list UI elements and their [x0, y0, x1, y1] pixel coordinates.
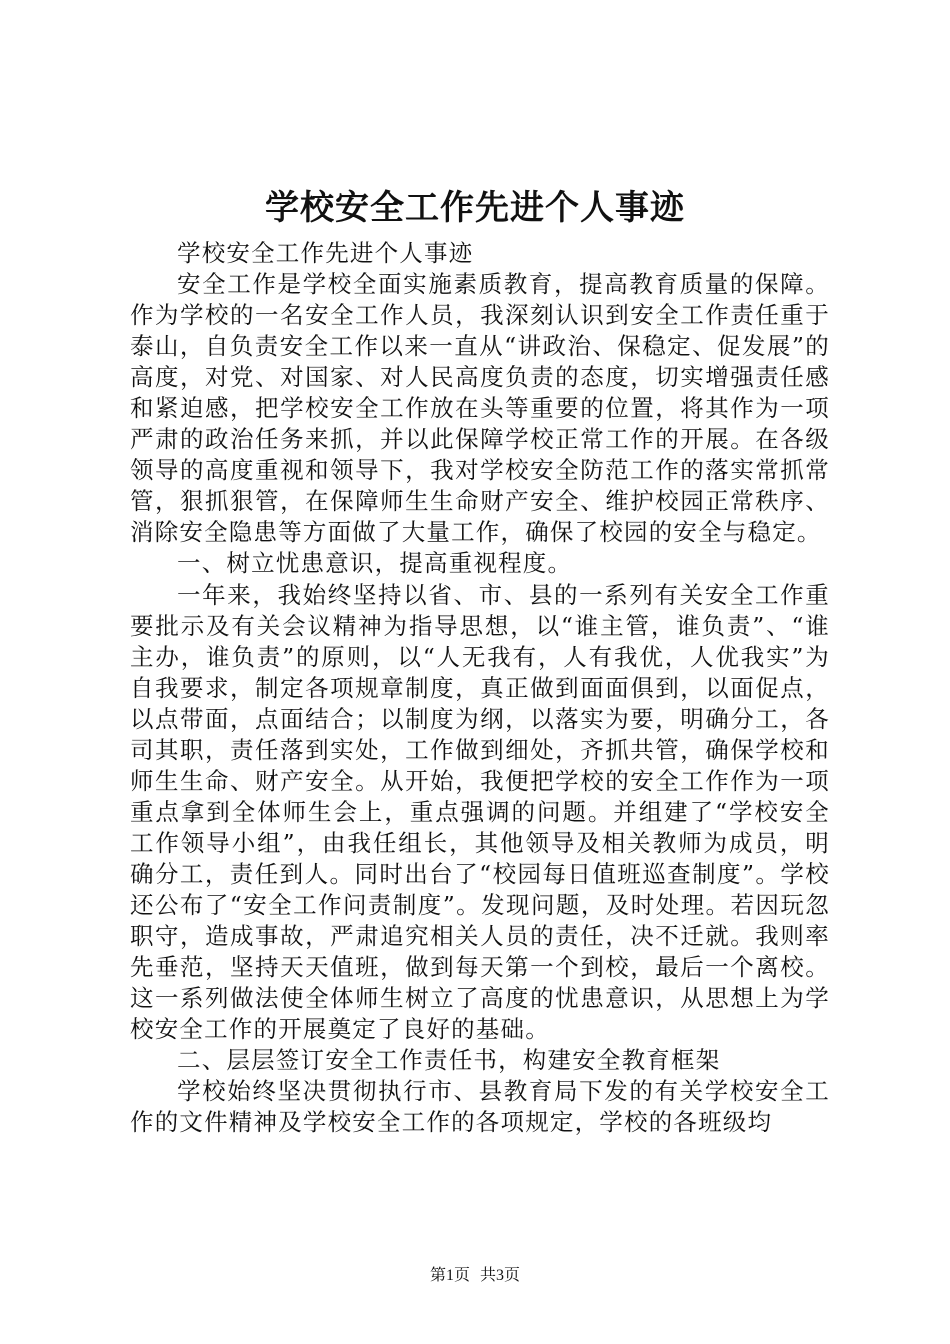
subtitle-paragraph: 学校安全工作先进个人事迹: [177, 239, 474, 267]
page-number: 第1页: [429, 1267, 470, 1284]
intro-paragraph: 安全工作是学校全面实施素质教育，提高教育质量的保障。作为学校的一名安全工作人员，我深刻认识到安全工作责任重于泰山，自负责安全工作以来一直从“讲政治、保稳定、促发展”的高度，对党、对国家、对人民高度负责的态度，切实增强责任感和紧迫感，把学校安全工作放在头等重要的位置，将其作为一项严肃的政治任务来抓，并以此保障学校正常工作的开展。在各级领导的高度重视和领导下，我对学校安全防范工作的落实常抓常管，狠抓狠管，在保障师生生命财产安全、维护校园正常秩序、消除安全隐患等方面做了大量工作，确保了校园的安全与稳定。: [130, 270, 830, 547]
section-heading-1: 一、树立忧患意识，提高重视程度。: [177, 549, 573, 578]
section-1-paragraph: 一年来，我始终坚持以省、市、县的一系列有关安全工作重要批示及有关会议精神为指导思想，以“谁主管，谁负责”、“谁主办，谁负责”的原则，以“人无我有，人有我优，人优我实”为自我要求，制定各项规章制度，真正做到面面俱到，以面促点，以点带面，点面结合；以制度为纲，以落实为要，明确分工，各司其职，责任落到实处，工作做到细处，齐抓共管，确保学校和师生生命、财产安全。从开始，我便把学校的安全工作作为一项重点拿到全体师生会上，重点强调的问题。并组建了“学校安全工作领导小组”，由我任组长，其他领导及相关教师为成员，明确分工，责任到人。同时出台了“校园每日值班巡查制度”。学校还公布了“安全工作问责制度”。发现问题，及时处理。若因玩忽职守，造成事故，严肃追究相关人员的责任，决不迁就。我则率先垂范，坚持天天值班，做到每天第一个到校，最后一个离校。这一系列做法使全体师生树立了高度的忧患意识，从思想上为学校安全工作的开展奠定了良好的基础。: [130, 580, 830, 1044]
document-title: 学校安全工作先进个人事迹: [265, 188, 685, 228]
document-body: [130, 238, 830, 1138]
page-total: 共3页: [480, 1267, 521, 1284]
page-footer: [0, 1266, 950, 1286]
section-2-paragraph: 学校始终坚决贯彻执行市、县教育局下发的有关学校安全工作的文件精神及学校安全工作的各项规定，学校的各班级均: [130, 1077, 830, 1137]
section-heading-2: 二、层层签订安全工作责任书，构建安全教育框架: [177, 1046, 721, 1075]
